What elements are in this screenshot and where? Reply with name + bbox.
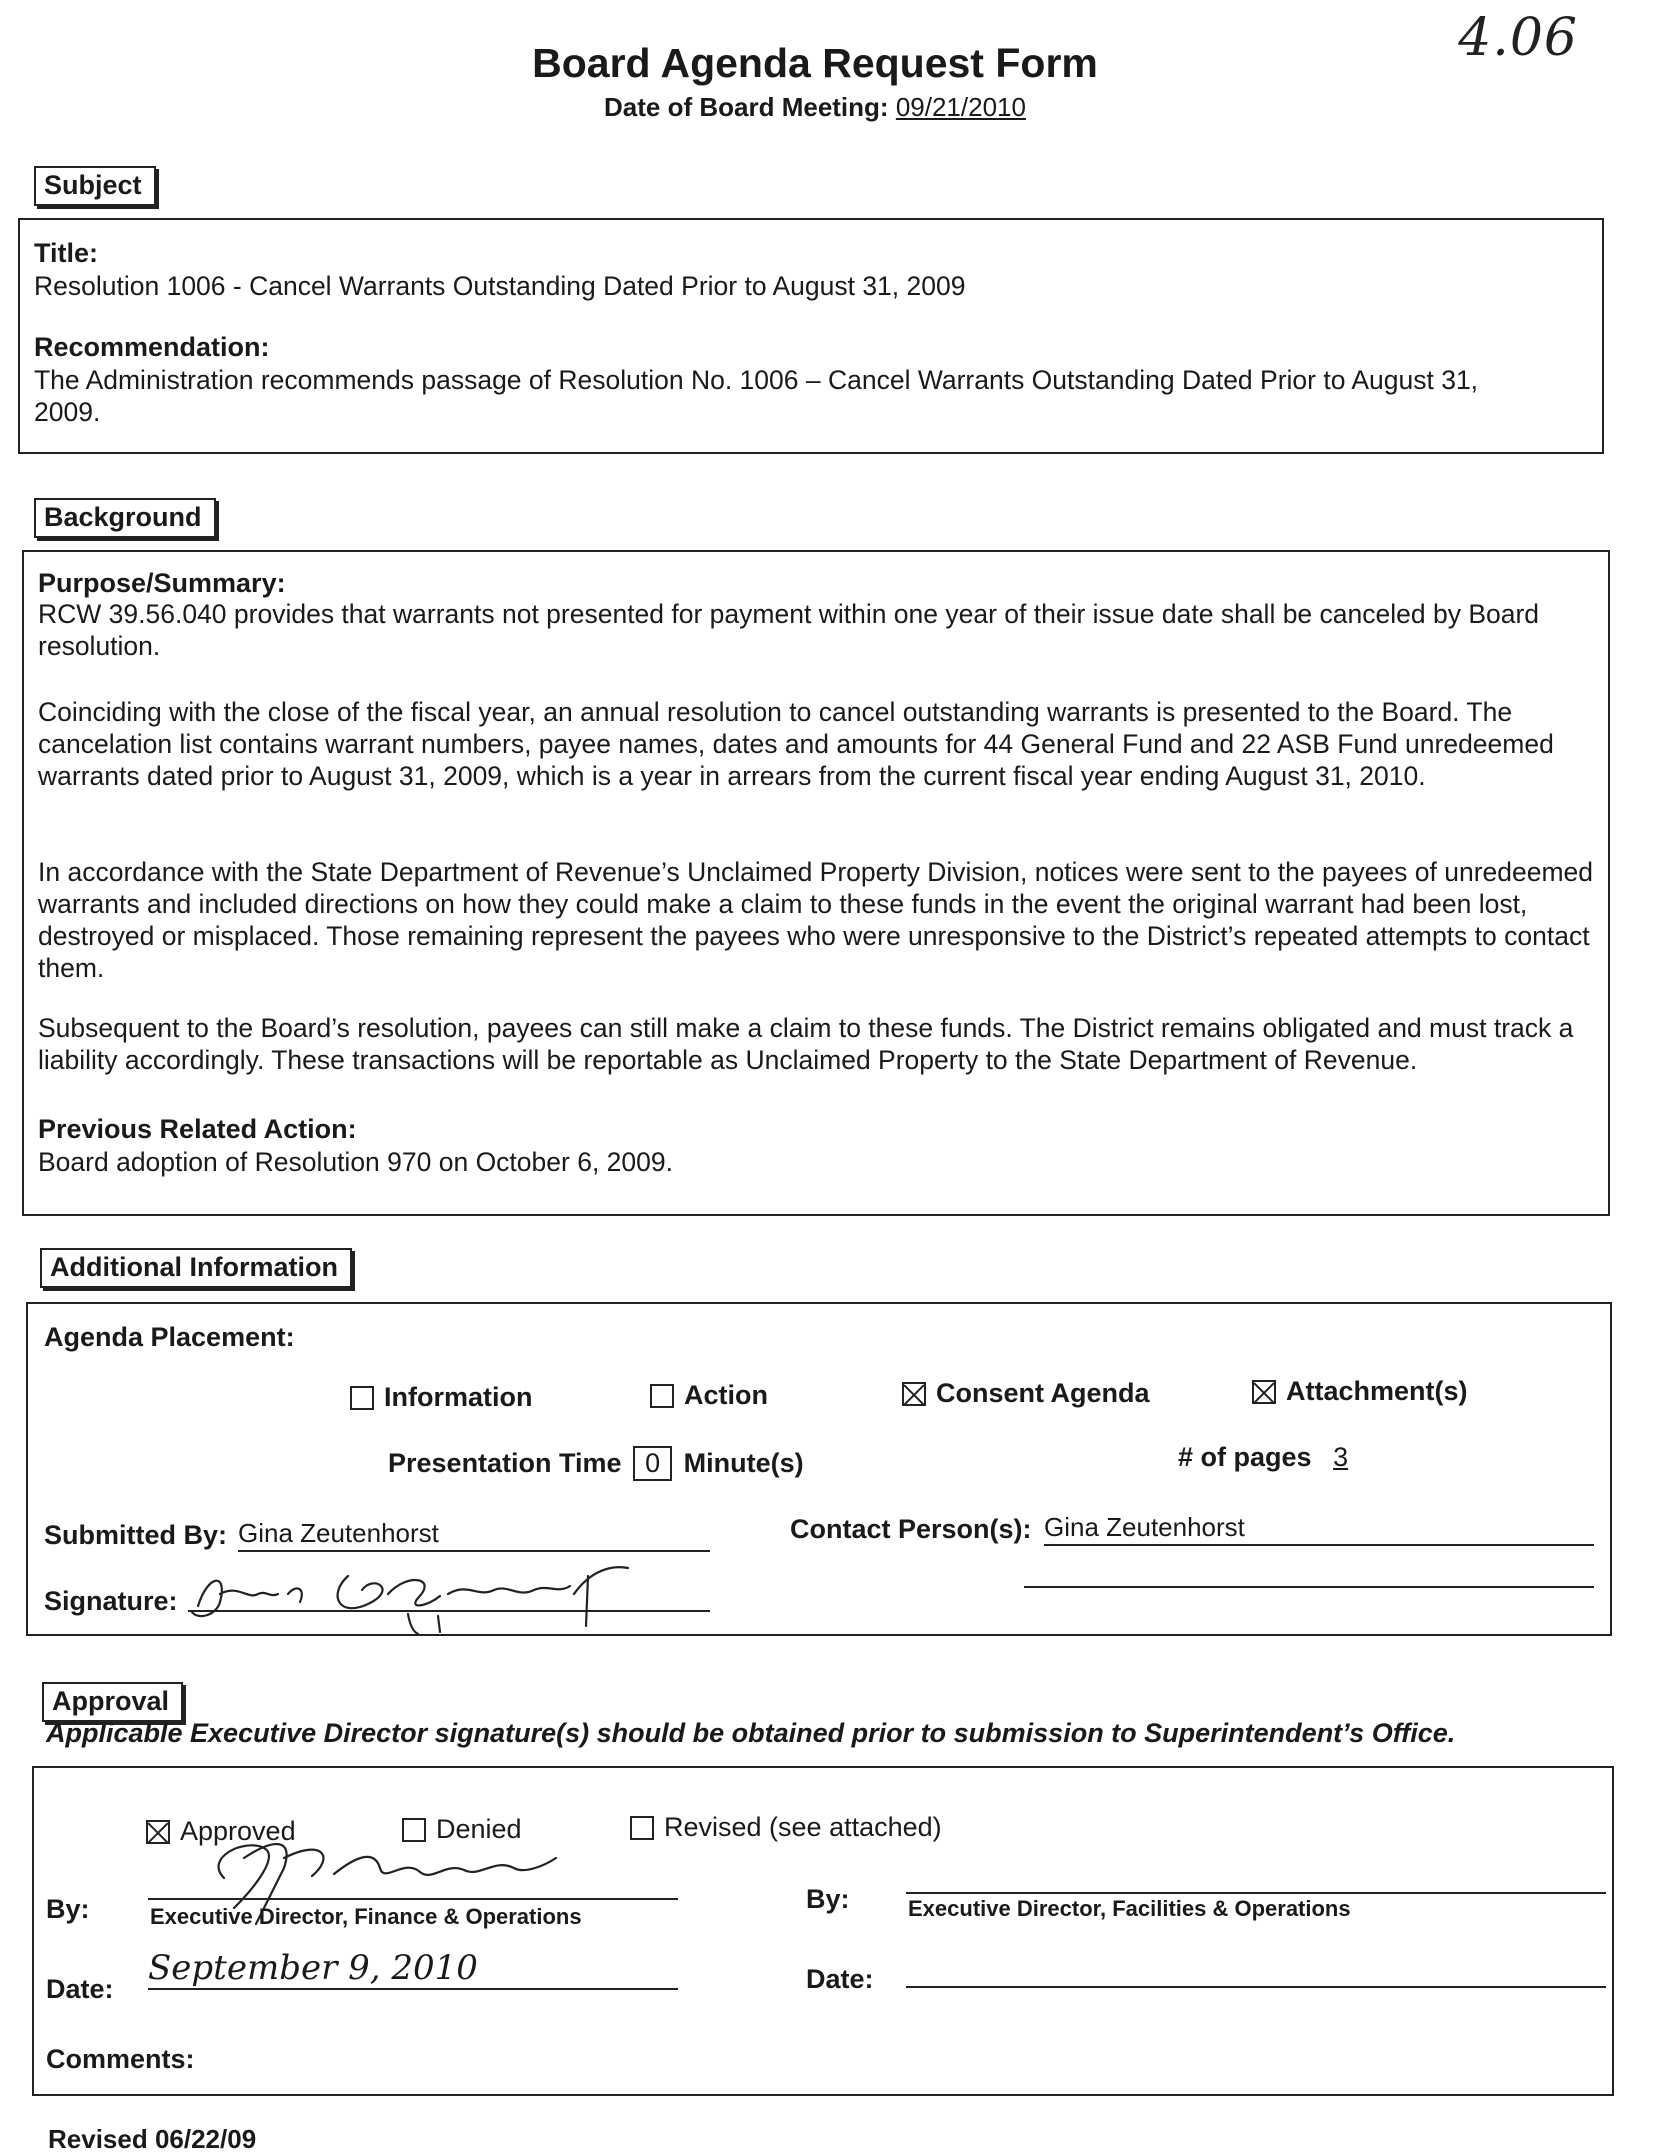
submitted-by-value: Gina Zeutenhorst	[238, 1518, 439, 1548]
purpose-paragraph-3: In accordance with the State Department of Revenue’s Unclaimed Property Division, notices were sent to the payees of unredeemed warrants and included directions on how they could make a claim to these funds in the event the original warrant had been lost, destroyed or misplaced. Those remaining represent the payees who were unresponsive to the District’s repeated attempts to contact them.	[38, 857, 1594, 983]
right-date-line[interactable]	[906, 1984, 1606, 1988]
left-by-line[interactable]	[148, 1896, 678, 1900]
by-label-right: By:	[806, 1884, 850, 1914]
agenda-placement-label: Agenda Placement:	[44, 1322, 295, 1352]
additional-info-tag: Additional Information	[40, 1248, 352, 1288]
subject-tag: Subject	[34, 166, 156, 206]
option-attachments[interactable]	[1252, 1376, 1468, 1407]
presentation-time	[388, 1446, 804, 1481]
contact-person-label: Contact Person(s):	[790, 1514, 1032, 1544]
option-information[interactable]	[350, 1382, 533, 1413]
approval-tag: Approval	[42, 1682, 183, 1722]
additional-info-box	[26, 1302, 1612, 1636]
approval-box	[32, 1766, 1614, 2096]
minutes-label: Minute(s)	[683, 1448, 804, 1478]
submitted-by-label: Submitted By:	[44, 1520, 228, 1550]
title-label: Title:	[34, 238, 99, 268]
pages-label: # of pages	[1178, 1442, 1312, 1472]
meeting-date-label: Date of Board Meeting:	[604, 92, 889, 122]
signature-label: Signature:	[44, 1586, 178, 1616]
form-title: Board Agenda Request Form	[532, 40, 1098, 86]
consent-agenda-label: Consent Agenda	[936, 1378, 1150, 1408]
submitter-signature	[178, 1554, 648, 1636]
pages-value: 3	[1333, 1442, 1349, 1472]
approved-checkbox[interactable]	[146, 1820, 170, 1844]
option-action[interactable]	[650, 1380, 768, 1411]
previous-action-label: Previous Related Action:	[38, 1114, 357, 1144]
title-text: Resolution 1006 - Cancel Warrants Outstanding Dated Prior to August 31, 2009	[34, 271, 966, 301]
approved-label: Approved	[180, 1816, 296, 1846]
background-tag: Background	[34, 498, 216, 538]
information-checkbox[interactable]	[350, 1386, 374, 1410]
action-checkbox[interactable]	[650, 1384, 674, 1408]
approval-note: Applicable Executive Director signature(s) should be obtained prior to submission to Superintendent’s Office.	[46, 1718, 1456, 1748]
presentation-time-label: Presentation Time	[388, 1448, 622, 1478]
revised-footer: Revised 06/22/09	[48, 2124, 257, 2154]
option-consent-agenda[interactable]	[902, 1378, 1150, 1409]
comments-label: Comments:	[46, 2044, 195, 2074]
action-label: Action	[684, 1380, 768, 1410]
contact-person-value: Gina Zeutenhorst	[1044, 1512, 1245, 1542]
consent-agenda-checkbox[interactable]	[902, 1382, 926, 1406]
denied-label: Denied	[436, 1814, 522, 1844]
right-by-line[interactable]	[906, 1890, 1606, 1894]
right-director-title: Executive Director, Facilities & Operations	[908, 1896, 1351, 1921]
revised-label: Revised (see attached)	[664, 1812, 942, 1842]
left-director-title: Executive Director, Finance & Operations	[150, 1904, 582, 1929]
page-count	[1178, 1442, 1348, 1473]
purpose-paragraph-1: RCW 39.56.040 provides that warrants not presented for payment within one year of their issue date shall be canceled by Board resolution.	[38, 599, 1540, 661]
recommendation-label: Recommendation:	[34, 332, 270, 362]
background-box	[22, 550, 1610, 1216]
purpose-label: Purpose/Summary:	[38, 568, 286, 598]
page-number: 4.06	[1458, 8, 1578, 68]
left-date-field[interactable]: September 9, 2010	[148, 1948, 678, 1990]
purpose-paragraph-4: Subsequent to the Board’s resolution, payees can still make a claim to these funds. The District remains obligated and must track a liability accordingly. These transactions will be reportable as Unclaimed Property to the State Department of Revenue.	[38, 1013, 1574, 1075]
subject-box	[18, 218, 1604, 454]
date-label-left: Date:	[46, 1974, 114, 2004]
information-label: Information	[384, 1382, 533, 1412]
option-revised[interactable]	[630, 1812, 942, 1843]
previous-action-text: Board adoption of Resolution 970 on October 6, 2009.	[38, 1147, 673, 1177]
meeting-date-line	[0, 92, 1630, 123]
recommendation-text: The Administration recommends passage of Resolution No. 1006 – Cancel Warrants Outstanding Dated Prior to August 31, 2009.	[34, 365, 1479, 427]
presentation-time-field[interactable]: 0	[633, 1446, 672, 1481]
meeting-date-value: 09/21/2010	[895, 92, 1026, 122]
by-label-left: By:	[46, 1894, 90, 1924]
revised-checkbox[interactable]	[630, 1816, 654, 1840]
contact-person-field[interactable]	[1044, 1512, 1594, 1546]
contact-signature-line[interactable]	[1024, 1584, 1594, 1588]
attachments-label: Attachment(s)	[1286, 1376, 1468, 1406]
attachments-checkbox[interactable]	[1252, 1380, 1276, 1404]
date-label-right: Date:	[806, 1964, 874, 1994]
submitted-by-field[interactable]	[238, 1518, 710, 1552]
purpose-paragraph-2: Coinciding with the close of the fiscal year, an annual resolution to cancel outstanding warrants is presented to the Board. The cancelation list contains warrant numbers, payee names, dates and amounts for 44 General Fund and 22 ASB Fund unredeemed warrants dated prior to August 31, 2009, which is a year in arrears from the current fiscal year ending August 31, 2010.	[38, 697, 1554, 791]
